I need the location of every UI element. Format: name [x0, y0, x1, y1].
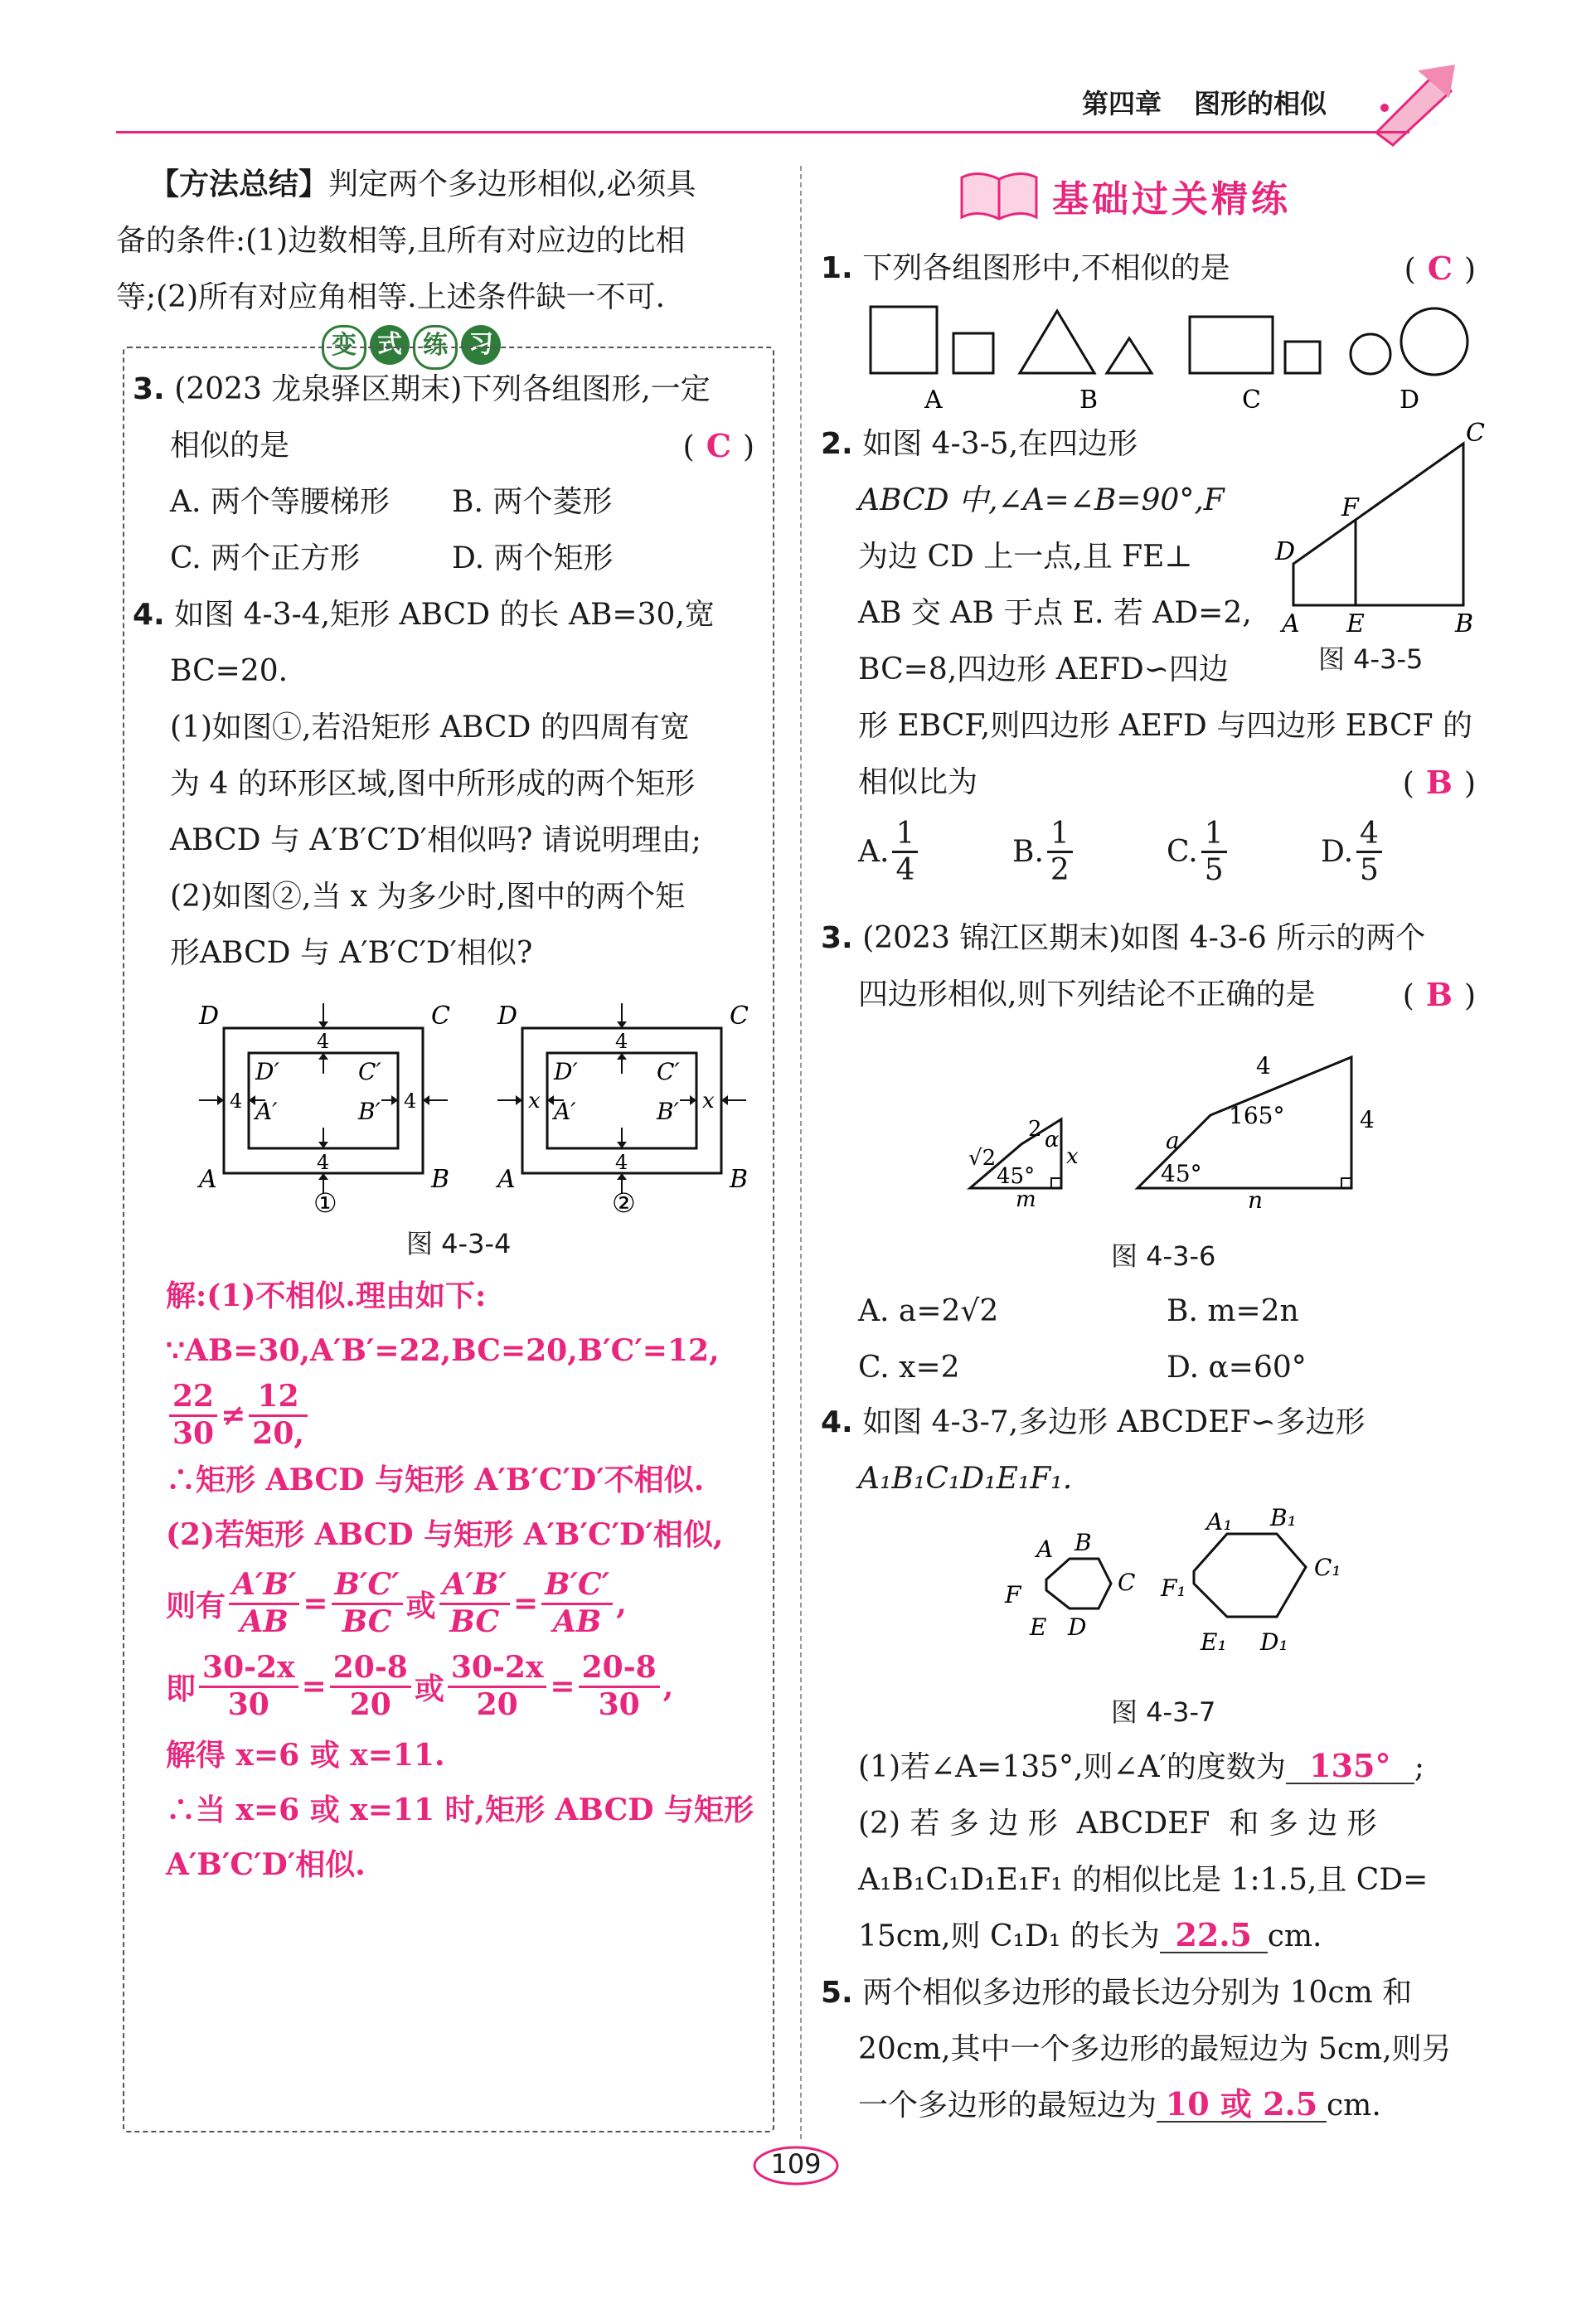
label-d: D	[1400, 386, 1420, 415]
q4-part2-line3: 15cm,则 C₁D₁ 的长为 22.5 cm.	[858, 1916, 1322, 1953]
label-b: B	[431, 1165, 450, 1194]
figure-4-3-5	[1269, 419, 1492, 638]
label-45: 45°	[997, 1164, 1036, 1189]
section-title-banner	[958, 163, 1291, 229]
q4-parts	[858, 1739, 1488, 1965]
q2-line2: ABCD 中,∠A=∠B=90°,F	[858, 483, 1225, 517]
label-root2: √2	[968, 1146, 997, 1171]
solution-line8: 解得 x=6 或 x=11.	[166, 1738, 445, 1773]
answer: B	[1425, 976, 1453, 1013]
blank-answer: 10 或 2.5	[1157, 2088, 1327, 2123]
q5-line1: 两个相似多边形的最长边分别为 10cm 和	[862, 1976, 1413, 2010]
option-c: C. x=2	[858, 1351, 960, 1385]
book-icon	[958, 169, 1041, 222]
label-2: 2	[1028, 1117, 1042, 1142]
badge-char: 练	[413, 325, 458, 370]
section-title: 基础过关精练	[1052, 178, 1291, 221]
label-e: E	[1346, 609, 1365, 638]
label-d: D	[1275, 537, 1296, 566]
q4-part2-line1: (2) 若 多 边 形 ABCDEF 和 多 边 形	[858, 1807, 1377, 1841]
answer-bracket: ( B )	[1402, 764, 1476, 801]
label-a: A	[924, 386, 943, 415]
q2-line5: BC=8,四边形 AEFD∽四边	[858, 653, 1229, 687]
solution	[166, 1269, 763, 1892]
blank-answer: 22.5	[1160, 1919, 1268, 1953]
q1-shapes	[862, 298, 1492, 423]
label-f: F	[1005, 1581, 1021, 1608]
label-m: m	[1016, 1187, 1036, 1212]
q4-line1: 如图 4-3-4,矩形 ABCD 的长 AB=30,宽	[174, 598, 715, 632]
q4-part1-line1: (1)如图①,若沿矩形 ABCD 的四周有宽	[170, 711, 690, 745]
caption-4-3-6: 图 4-3-6	[1111, 1240, 1216, 1272]
label-right-4: 4	[1360, 1106, 1375, 1133]
label-b-prime: B′	[358, 1098, 381, 1125]
solution-line3: $\frac{22}{30}$ ≠ $\frac{12}{20,}$	[166, 1378, 763, 1453]
label-f1: F₁	[1161, 1574, 1186, 1602]
q5-line3: 一个多边形的最短边为 10 或 2.5 cm.	[858, 2085, 1381, 2123]
solution-line7: 即 $\frac{30-2x}{30}$ = $\frac{20-8}{20}$ 或 $\frac{30-2x}{20}$ = $\frac{20-8}{30}$ ,	[166, 1650, 674, 1722]
answer-bracket: ( B )	[1402, 976, 1476, 1013]
width-label-x: x	[702, 1089, 715, 1113]
right-q3	[821, 910, 1484, 1023]
width-label: 4	[317, 1151, 330, 1174]
label-c-prime: C′	[358, 1058, 381, 1085]
label-alpha: α	[1045, 1128, 1060, 1152]
q2-line7: 相似比为	[858, 765, 978, 799]
q2-line6: 形 EBCF,则四边形 AEFD 与四边形 EBCF 的	[858, 709, 1473, 743]
width-label: 4	[404, 1089, 417, 1113]
option-a: A. a=2√2	[858, 1294, 999, 1328]
label-c1: C₁	[1314, 1554, 1341, 1581]
answer: C	[1427, 250, 1453, 287]
label-e: E	[1030, 1613, 1047, 1641]
page-number	[750, 2143, 842, 2188]
q5-text: 一个多边形的最短边为	[858, 2089, 1157, 2123]
q4-part1-text: (1)若∠A=135°,则∠A′的度数为	[858, 1750, 1286, 1784]
label-a1: A₁	[1206, 1508, 1233, 1536]
label-c: C	[1466, 419, 1485, 448]
left-q3	[133, 361, 763, 587]
option-b: B. 两个菱形	[452, 485, 613, 519]
width-label: 4	[230, 1089, 243, 1113]
q4-part1-line2: 为 4 的环形区域,图中所形成的两个矩形	[170, 767, 696, 801]
option-d: D. α=60°	[1167, 1351, 1307, 1385]
method-summary-line1	[116, 156, 779, 213]
label-x: x	[1066, 1144, 1079, 1169]
width-label: 4	[317, 1030, 330, 1053]
figure-4-3-6	[962, 1041, 1393, 1215]
label-b-prime: B′	[657, 1098, 679, 1125]
method-summary-line3: 等;(2)所有对应角相等.上述条件缺一不可.	[116, 280, 666, 314]
figure-rect-1	[196, 1002, 450, 1219]
label-f: F	[1341, 493, 1359, 522]
figure-rect-2	[495, 1002, 749, 1219]
label-c-prime: C′	[657, 1058, 680, 1085]
solution-line6: 则有 $\frac{A'B'}{AB}$ = $\frac{B'C'}{BC}$ 或 $\frac{A'B'}{BC}$ = $\frac{B'C'}{AB}$ ,	[166, 1567, 627, 1639]
solution-line4: ∴矩形 ABCD 与矩形 A′B′C′D′不相似.	[166, 1463, 705, 1497]
question-number: 2.	[821, 427, 853, 461]
label-d-prime: D′	[554, 1058, 578, 1085]
option-d: D. 两个矩形	[452, 541, 614, 575]
answer: B	[1425, 764, 1453, 801]
column-divider	[800, 166, 802, 2139]
label-b1: B₁	[1270, 1504, 1297, 1531]
solution-line9: ∴当 x=6 或 x=11 时,矩形 ABCD 与矩形	[166, 1793, 754, 1827]
q4-part2-text: 15cm,则 C₁D₁ 的长为	[858, 1919, 1160, 1953]
label-a: A	[199, 1165, 217, 1194]
label-45: 45°	[1161, 1160, 1202, 1187]
header-decoration-icon	[1360, 58, 1467, 149]
option-b: B. $\frac{1}{2}$	[1012, 817, 1076, 888]
badge-char: 式	[370, 325, 410, 365]
label-b: B	[1075, 1529, 1092, 1556]
width-label: 4	[615, 1151, 628, 1174]
caption-4-3-4: 图 4-3-4	[406, 1228, 512, 1259]
caption-4-3-5: 图 4-3-5	[1318, 643, 1424, 675]
caption-4-3-7: 图 4-3-7	[1111, 1696, 1216, 1728]
right-q4	[821, 1395, 1484, 1507]
q1-stem: 下列各组图形中,不相似的是	[862, 251, 1230, 285]
figure-label-2: ②	[612, 1187, 636, 1219]
q3-line2: 四边形相似,则下列结论不正确的是	[858, 978, 1316, 1012]
label-d: D	[497, 1002, 518, 1031]
q4-part2-line2: 形ABCD 与 A′B′C′D′相似?	[170, 936, 533, 970]
q2-line4: AB 交 AB 于点 E. 若 AD=2,	[858, 596, 1252, 630]
question-number: 3.	[133, 372, 165, 406]
option-a: A. 两个等腰梯形	[170, 485, 390, 519]
badge-char: 变	[322, 325, 366, 370]
option-b: B. m=2n	[1167, 1294, 1299, 1328]
method-summary-line2: 备的条件:(1)边数相等,且所有对应边的比相	[116, 224, 686, 258]
label-c: C	[1242, 386, 1261, 415]
solution-line1: 解:(1)不相似.理由如下:	[166, 1278, 487, 1313]
method-summary-label: 【方法总结】	[149, 167, 329, 201]
label-c: C	[431, 1002, 450, 1031]
q5-line2: 20cm,其中一个多边形的最短边为 5cm,则另	[858, 2032, 1452, 2066]
right-q1	[821, 240, 1484, 297]
q3-stem1: (2023 龙泉驿区期末)下列各组图形,一定	[174, 372, 711, 406]
label-d: D	[1068, 1613, 1087, 1641]
method-summary-text1: 判定两个多边形相似,必须具	[328, 167, 696, 201]
option-c: C. 两个正方形	[170, 541, 361, 575]
label-b: B	[730, 1165, 749, 1194]
blank-answer: 135°	[1286, 1749, 1414, 1784]
q2-options	[858, 817, 1488, 900]
solution-line10: A′B′C′D′相似.	[166, 1847, 366, 1882]
answer: C	[706, 427, 731, 464]
q4-line2: A₁B₁C₁D₁E₁F₁.	[858, 1462, 1073, 1496]
label-a: a	[1166, 1127, 1180, 1154]
q2-line3: 为边 CD 上一点,且 FE⊥	[858, 540, 1193, 574]
label-a-prime: A′	[554, 1098, 576, 1125]
label-a: A	[1282, 609, 1300, 638]
question-number: 3.	[821, 921, 853, 955]
chapter-label: 第四章	[1082, 88, 1162, 119]
answer-bracket: ( C )	[682, 427, 754, 464]
label-a: A	[1036, 1536, 1054, 1563]
q4-part1-line3: ABCD 与 A′B′C′D′相似吗? 请说明理由;	[170, 823, 701, 857]
q4-part2-line2: A₁B₁C₁D₁E₁F₁ 的相似比是 1:1.5,且 CD=	[858, 1863, 1429, 1897]
method-summary	[116, 156, 779, 326]
label-e1: E₁	[1201, 1628, 1227, 1656]
width-label-x: x	[528, 1089, 541, 1113]
option-a: A. $\frac{1}{4}$	[858, 817, 921, 888]
option-d: D. $\frac{4}{5}$	[1321, 817, 1385, 888]
figure-4-3-4	[182, 995, 749, 1219]
answer-bracket: ( C )	[1404, 250, 1476, 287]
q3-line1: (2023 锦江区期末)如图 4-3-6 所示的两个	[862, 921, 1426, 955]
q3-options	[858, 1283, 1488, 1396]
question-number: 4.	[821, 1405, 853, 1439]
question-number: 4.	[133, 598, 165, 632]
label-d: D	[199, 1002, 220, 1031]
width-label: 4	[615, 1030, 628, 1053]
q4-line2: BC=20.	[170, 654, 289, 688]
q3-stem2: 相似的是	[170, 429, 290, 463]
right-q5	[821, 1965, 1484, 2134]
label-b: B	[1455, 609, 1474, 638]
label-a-prime: A′	[255, 1098, 278, 1125]
header-rule	[116, 131, 1409, 133]
figure-label-1: ①	[313, 1187, 337, 1219]
q4-part2-line1: (2)如图②,当 x 为多少时,图中的两个矩	[170, 880, 686, 914]
label-a: A	[497, 1165, 516, 1194]
left-q4	[133, 587, 763, 982]
label-c: C	[730, 1002, 749, 1031]
label-n: n	[1248, 1186, 1264, 1214]
option-c: C. $\frac{1}{5}$	[1167, 817, 1230, 888]
figure-4-3-7	[995, 1501, 1360, 1683]
label-d1: D₁	[1260, 1628, 1288, 1656]
label-b: B	[1079, 386, 1099, 415]
badge-char: 习	[461, 325, 501, 365]
page-number-text: 109	[770, 2148, 822, 2180]
q4-part1: (1)若∠A=135°,则∠A′的度数为 135° ;	[858, 1747, 1424, 1784]
q2-line1: 如图 4-3-5,在四边形	[862, 427, 1138, 461]
label-165: 165°	[1229, 1102, 1285, 1129]
chapter-title: 图形的相似	[1194, 88, 1327, 119]
solution-line5: (2)若矩形 ABCD 与矩形 A′B′C′D′相似,	[166, 1517, 724, 1552]
question-number: 1.	[821, 251, 853, 285]
label-top-4: 4	[1256, 1052, 1271, 1080]
q4-line1: 如图 4-3-7,多边形 ABCDEF∽多边形	[862, 1405, 1366, 1439]
label-d-prime: D′	[255, 1058, 279, 1085]
solution-line2: ∵AB=30,A′B′=22,BC=20,B′C′=12,	[166, 1333, 720, 1368]
label-c: C	[1118, 1569, 1136, 1596]
question-number: 5.	[821, 1976, 853, 2010]
